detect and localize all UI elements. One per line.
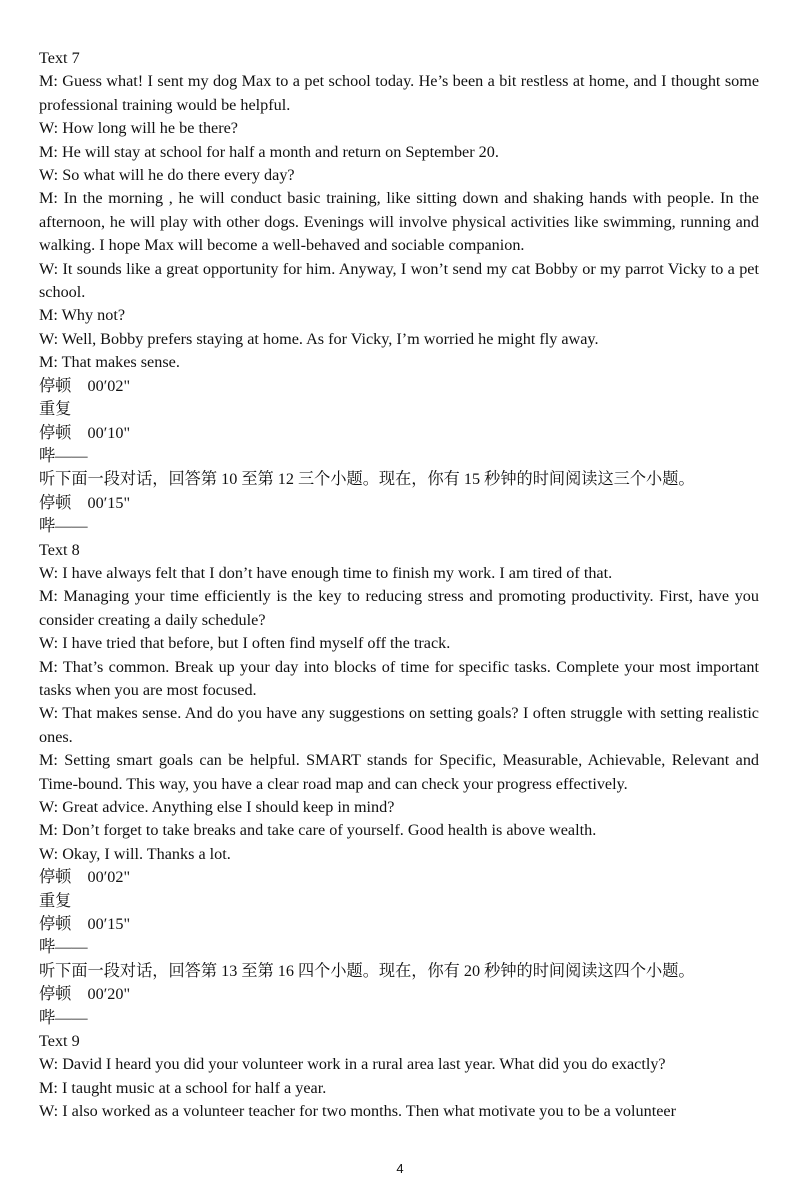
pause-instruction: 停顿 00′02" — [39, 868, 131, 887]
page-number: 4 — [396, 1161, 404, 1176]
dialogue-line: W: How long will he be there? — [39, 119, 238, 138]
dialogue-line: W: Okay, I will. Thanks a lot. — [39, 844, 231, 863]
dialogue-line: W: Great advice. Anything else I should keep in mind? — [39, 798, 395, 816]
dialogue-line: W: David I heard you did your volunteer work in a rural area last year. What did you do exactly? — [39, 1055, 666, 1074]
section-heading-text-8: Text 8 — [39, 540, 80, 559]
beep-instruction: 哔—— — [39, 446, 88, 465]
beep-instruction: 哔—— — [39, 1008, 88, 1027]
dialogue-line: W: I also worked as a volunteer teacher for two months. Then what motivate you to be a volunteer — [39, 1102, 676, 1121]
dialogue-line: W: It sounds like a great opportunity for him. Anyway, I won’t send my cat Bobby or my parrot Vicky to a pet school. — [39, 259, 759, 302]
listening-instruction: 听下面一段对话，回答第 10 至第 12 三个小题。现在，你有 15 秒钟的时间阅读这三个小题。 — [39, 470, 695, 489]
repeat-instruction: 重复 — [39, 891, 72, 910]
dialogue-line: M: I taught music at a school for half a year. — [39, 1078, 327, 1097]
dialogue-line: M: He will stay at school for half a month and return on September 20. — [39, 142, 499, 161]
repeat-instruction: 重复 — [39, 400, 72, 419]
document-body — [39, 47, 759, 1124]
dialogue-line: M: Setting smart goals can be helpful. SMART stands for Specific, Measurable, Achievable, Relevant and Time-bound. This way, you have a clear road map and can check your progress effectively. — [39, 751, 759, 793]
beep-instruction: 哔—— — [39, 938, 88, 957]
section-heading-text-9: Text 9 — [39, 1032, 80, 1051]
dialogue-line: W: Well, Bobby prefers staying at home. As for Vicky, I’m worried he might fly away. — [39, 329, 599, 348]
dialogue-line: M: Why not? — [39, 306, 126, 325]
dialogue-line: W: So what will he do there every day? — [39, 166, 295, 185]
pause-instruction: 停顿 00′02" — [39, 376, 131, 395]
dialogue-line: M: Managing your time efficiently is the key to reducing stress and promoting productivity. First, have you consider creating a daily schedule? — [39, 587, 759, 629]
pause-instruction: 停顿 00′10" — [39, 423, 131, 442]
dialogue-line: W: I have tried that before, but I often find myself off the track. — [39, 634, 451, 653]
pause-instruction: 停顿 00′15" — [39, 493, 131, 512]
dialogue-line: M: In the morning , he will conduct basic training, like sitting down and shaking hands with people. In the afternoon, he will play with other dogs. Evenings will involve physical activities like swimming, running and walking. I hope Max will become a well-behaved and sociable companion. — [39, 189, 759, 255]
dialogue-line: M: Guess what! I sent my dog Max to a pet school today. He’s been a bit restless at home, and I thought some professional training would be helpful. — [39, 72, 759, 114]
dialogue-line: M: Don’t forget to take breaks and take care of yourself. Good health is above wealth. — [39, 821, 597, 840]
section-heading-text-7: Text 7 — [39, 49, 80, 67]
dialogue-line: M: That’s common. Break up your day into blocks of time for specific tasks. Complete your most important tasks when you are most focused. — [39, 657, 759, 699]
dialogue-line: W: That makes sense. And do you have any suggestions on setting goals? I often struggle with setting realistic ones. — [39, 704, 759, 746]
beep-instruction: 哔—— — [39, 517, 88, 536]
dialogue-line: W: I have always felt that I don’t have enough time to finish my work. I am tired of that. — [39, 563, 613, 582]
pause-instruction: 停顿 00′20" — [39, 985, 131, 1004]
listening-instruction: 听下面一段对话，回答第 13 至第 16 四个小题。现在，你有 20 秒钟的时间阅读这四个小题。 — [39, 961, 695, 980]
dialogue-line: M: That makes sense. — [39, 353, 180, 372]
pause-instruction: 停顿 00′15" — [39, 915, 131, 934]
